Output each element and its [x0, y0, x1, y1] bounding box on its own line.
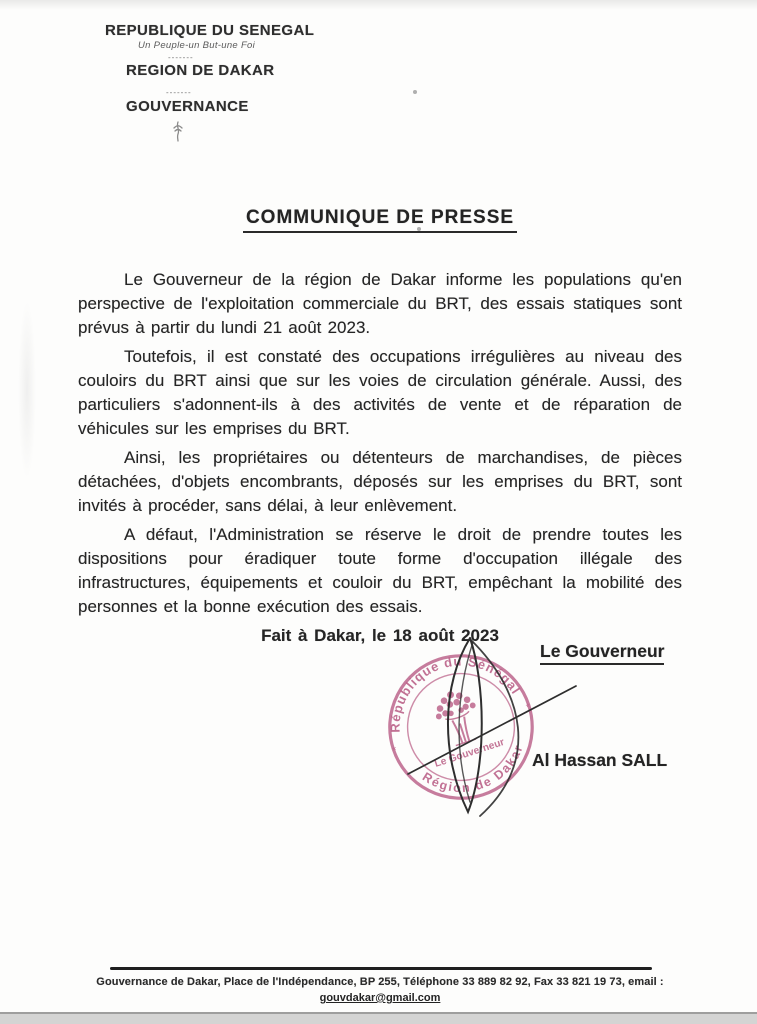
scan-bottom-edge	[0, 1012, 757, 1024]
letterhead-region: REGION DE DAKAR	[126, 62, 275, 79]
footer-email	[78, 992, 682, 1004]
paraph-mark-icon	[170, 120, 186, 147]
body-text	[78, 268, 682, 653]
page-title: COMMUNIQUE DE PRESSE	[243, 207, 517, 233]
dateline: Fait à Dakar, le 18 août 2023	[261, 626, 499, 645]
body-paragraph: Toutefois, il est constaté des occupations irrégulières au niveau des couloirs du BRT ainsi que sur les voies de circulation générale. Aussi, des particuliers s'adonnent-ils à des activités de vente et de réparation de véhicules sur les emprises du BRT.	[78, 347, 682, 438]
stamp-middle-text: Le Gouverneur	[433, 736, 506, 770]
signature-strokes-icon	[388, 612, 598, 837]
footer-email-text: gouvdakar@gmail.com	[319, 992, 441, 1004]
body-paragraph: Le Gouverneur de la région de Dakar informe les populations qu'en perspective de l'exploitation commerciale du BRT, des essais statiques sont prévus à partir du lundi 21 août 2023.	[78, 270, 682, 337]
stamp-star-left: *	[391, 744, 399, 758]
letterhead-divider: -------	[166, 88, 192, 97]
letterhead-office: GOUVERNANCE	[126, 98, 249, 115]
stamp-top-arc-text: République du Sénégal	[387, 653, 524, 733]
signature-role-title: Le Gouverneur	[540, 641, 664, 665]
signature-name: Al Hassan SALL	[532, 750, 668, 770]
body-paragraph: A défaut, l'Administration se réserve le droit de prendre toutes les dispositions pour éradiquer toute forme d'occupation illégale des infrastructures, équipements et couloir du BRT, empêchant la mobilité des personnes et la bonne exécution des essais.	[78, 525, 682, 616]
body-paragraph: Ainsi, les propriétaires ou détenteurs de marchandises, de pièces détachées, d'objets encombrants, déposés sur les emprises du BRT, sont invités à procéder, sans délai, à leur enlèvement.	[78, 448, 682, 515]
letterhead-motto: Un Peuple-un But-une Foi	[138, 40, 256, 51]
scan-smudge	[18, 300, 36, 480]
footer-rule	[110, 967, 652, 970]
letterhead-divider: -------	[168, 53, 194, 62]
footer-address: Gouvernance de Dakar, Place de l'Indépendance, BP 255, Téléphone 33 889 82 92, Fax 33 821 19 73, email :	[96, 976, 664, 988]
handwritten-signature	[388, 612, 598, 837]
letterhead-country: REPUBLIQUE DU SENEGAL	[105, 22, 315, 39]
stamp-star-right: *	[524, 701, 533, 714]
scan-speck	[413, 90, 417, 94]
stamp-bottom-arc-text: Région de Dakar	[419, 742, 527, 796]
